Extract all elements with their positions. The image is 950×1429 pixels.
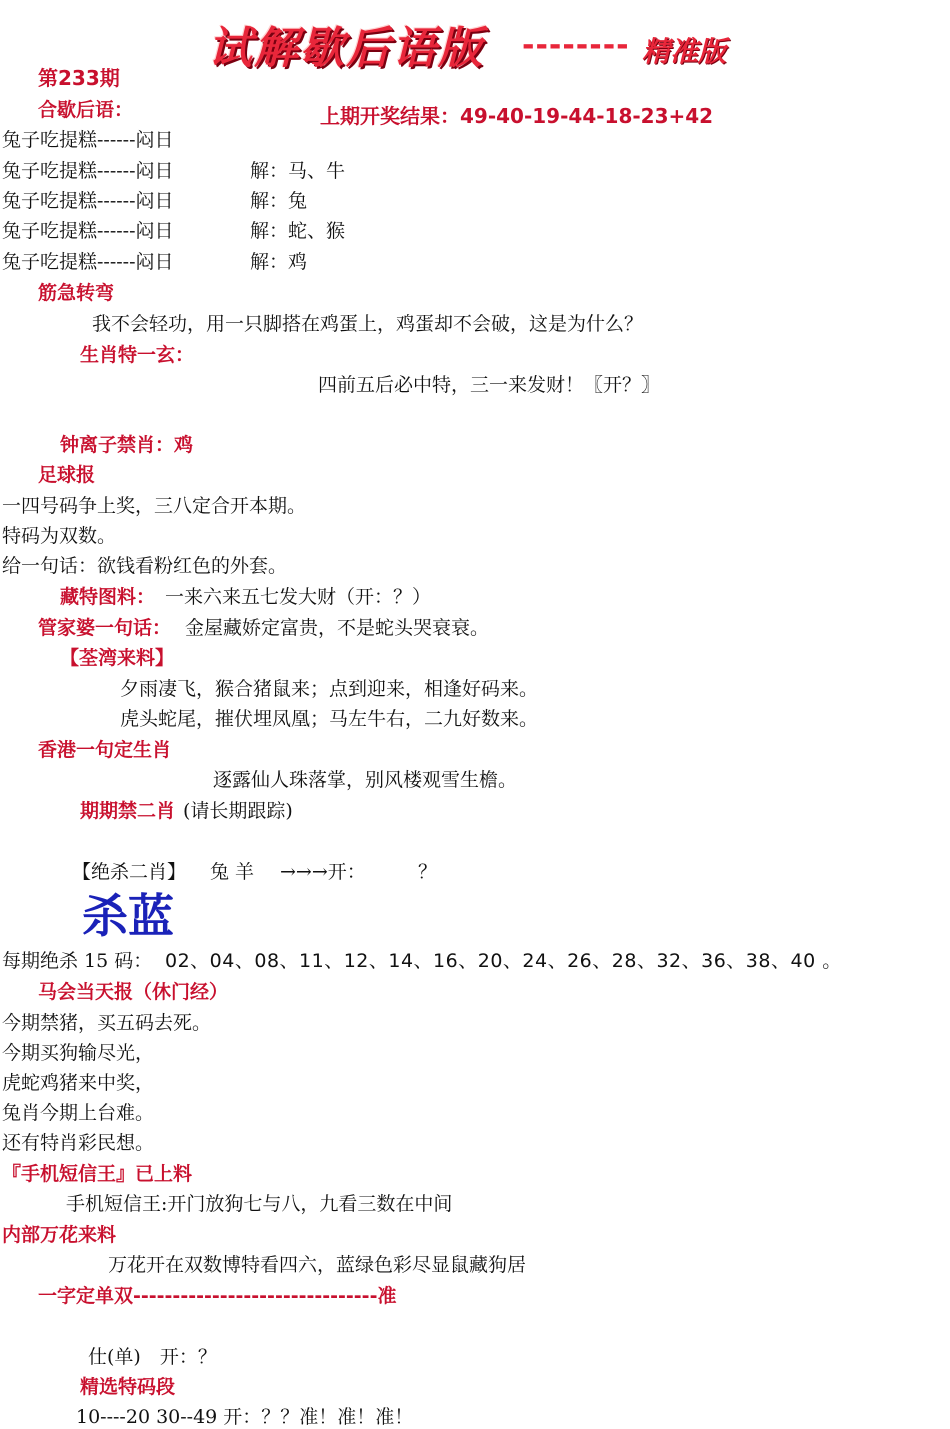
housekeeper-label: 管家婆一句话： <box>38 617 172 639</box>
kill-two-label: 【绝杀二肖】 <box>72 861 187 883</box>
football-line: 给一句话：欲钱看粉红色的外套。 <box>2 555 288 577</box>
sms-king-heading: 『手机短信王』已上料 <box>2 1163 193 1185</box>
single-double-heading: 一字定单双-------------------------------准 <box>38 1285 397 1307</box>
kill-15-label: 每期绝杀 15 码： <box>2 950 153 972</box>
wanhua-heading: 内部万花来料 <box>2 1224 117 1246</box>
football-heading: 足球报 <box>38 464 96 486</box>
period-ban-label: 期期禁二肖 <box>80 800 176 822</box>
wanhua-text: 万花开在双数博特看四六，蓝绿色彩尽显鼠藏狗居 <box>108 1254 527 1276</box>
hk-sentence-heading: 香港一句定生肖 <box>38 739 172 761</box>
hidden-pic-label: 藏特图料： <box>60 586 156 608</box>
horse-report-line: 还有特肖彩民想。 <box>2 1132 155 1154</box>
xiehouyu-heading: 合歇后语： <box>38 99 134 121</box>
special-range-heading: 精选特码段 <box>80 1376 176 1398</box>
quanwan-line: 虎头蛇尾，摧伏埋凤凰；马左牛右，二九好数来。 <box>120 708 539 730</box>
horse-report-heading: 马会当天报（休门经） <box>38 981 229 1003</box>
xiehouyu-phrase: 兔子吃提糕------闷日 <box>2 220 174 242</box>
xiehouyu-phrase: 兔子吃提糕------闷日 <box>2 190 174 212</box>
page-title: 试解歇后语版 <box>208 23 484 74</box>
sms-king-text: 手机短信王:开门放狗七与八，九看三数在中间 <box>66 1193 453 1215</box>
football-line: 一四号码争上奖，三八定合开本期。 <box>2 495 307 517</box>
xiehouyu-answer: 解：蛇、猴 <box>250 220 346 242</box>
special-range-text: 10----20 30--49 开：？？准！准！准！ <box>76 1406 414 1428</box>
zodiac-mystery-heading: 生肖特一玄： <box>80 344 195 366</box>
horse-report-line: 兔肖今期上台难。 <box>2 1102 155 1124</box>
title-dashes: -------- <box>522 28 630 63</box>
horse-report-line: 今期买狗输尽光， <box>2 1042 155 1064</box>
period-ban-note: (请长期跟踪) <box>183 800 293 822</box>
kill-color: 杀蓝 <box>82 889 174 943</box>
title-tag: 精准版 <box>642 35 727 68</box>
kill-two-arrows: →→→开： <box>280 861 366 883</box>
housekeeper-text: 金屋藏娇定富贵，不是蛇头哭衰衰。 <box>185 617 490 639</box>
issue-number: 第233期 <box>38 66 120 90</box>
last-result: 上期开奖结果：49-40-19-44-18-23+42 <box>320 104 714 128</box>
quanwan-line: 夕雨凄飞，猴合猪鼠来；点到迎来，相逢好码来。 <box>120 678 539 700</box>
hidden-pic-text: 一来六来五七发大财（开：？） <box>165 586 432 608</box>
xiehouyu-phrase: 兔子吃提糕------闷日 <box>2 251 174 273</box>
xiehouyu-answer: 解：鸡 <box>250 251 308 273</box>
brain-teaser-text: 我不会轻功，用一只脚搭在鸡蛋上，鸡蛋却不会破，这是为什么？ <box>92 313 644 335</box>
hk-sentence-text: 逐露仙人珠落掌，别风楼观雪生檐。 <box>213 769 518 791</box>
zhongli-ban: 钟离子禁肖：鸡 <box>60 434 194 456</box>
single-double-text: 仕(单) 开：？ <box>88 1346 217 1368</box>
kill-two-result: ？ <box>418 861 438 883</box>
horse-report-line: 虎蛇鸡猪来中奖， <box>2 1072 155 1094</box>
quanwan-heading: 【荃湾来料】 <box>60 647 175 669</box>
football-line: 特码为双数。 <box>2 525 117 547</box>
xiehouyu-answer: 解：马、牛 <box>250 160 346 182</box>
brain-teaser-heading: 筋急转弯 <box>38 282 115 304</box>
xiehouyu-answer: 解：兔 <box>250 190 308 212</box>
xiehouyu-phrase: 兔子吃提糕------闷日 <box>2 129 174 151</box>
horse-report-line: 今期禁猪，买五码去死。 <box>2 1012 212 1034</box>
kill-two-zodiacs: 兔 羊 <box>210 861 255 883</box>
xiehouyu-phrase: 兔子吃提糕------闷日 <box>2 160 174 182</box>
zodiac-mystery-text: 四前五后必中特，三一来发财！〖开？〗 <box>318 374 661 396</box>
kill-15-numbers: 02、04、08、11、12、14、16、20、24、26、28、32、36、38、40 。 <box>165 950 842 972</box>
